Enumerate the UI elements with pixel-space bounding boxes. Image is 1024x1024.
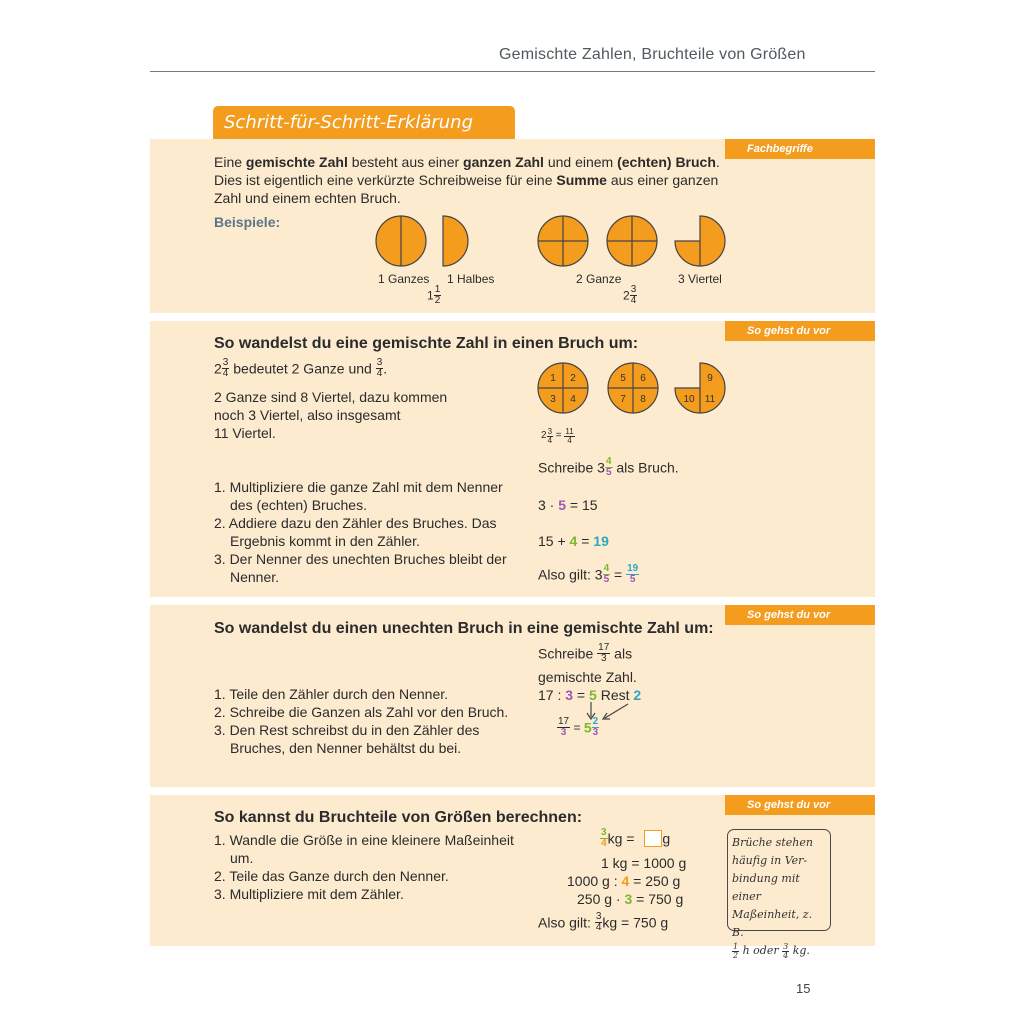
circle-half [443, 216, 468, 266]
text: 11 Viertel. [214, 425, 276, 441]
numerator: 3 [601, 827, 607, 838]
example-prompt [538, 643, 632, 664]
text: noch 3 Viertel, also insgesamt [214, 407, 401, 423]
numerator: 3 [783, 941, 789, 951]
equation-two-three-quarters [541, 427, 575, 446]
step-item: 1. Multipliziere die ganze Zahl mit dem Nenner des (echten) Bruches. [214, 479, 503, 513]
text: 17 : [538, 687, 566, 703]
steps-list [214, 685, 514, 757]
handwritten-note [727, 829, 831, 960]
text: 1000 g : [567, 873, 622, 889]
section-title-mixed-to-fraction: So wandelst du eine gemischte Zahl in einen Bruch um: [214, 335, 639, 352]
whole: 2 [214, 360, 222, 377]
text: Zahl und einem echten Bruch. [214, 190, 401, 206]
denominator: 4 [601, 838, 607, 849]
tag-how-to: So gehst du vor [725, 321, 875, 341]
step-item: 3. Der Nenner des unechten Bruches bleibt der Nenner. [214, 551, 507, 585]
calc-add [538, 532, 609, 550]
denominator: 2 [733, 950, 739, 960]
divisor-highlight: 3 [565, 687, 574, 703]
text: Eine [214, 154, 246, 170]
text: = 750 g [632, 891, 684, 907]
denominator: 3 [560, 727, 567, 738]
circle-num: 7 [620, 394, 626, 405]
text: = [573, 687, 590, 703]
text: = [577, 533, 594, 549]
note-line: häufig in Ver- [732, 854, 808, 867]
fraction [592, 717, 600, 738]
circle-num: 8 [640, 394, 646, 405]
text: . [383, 360, 388, 377]
denominator: 5 [603, 574, 610, 585]
step-item: 1. Teile den Zähler durch den Nenner. [214, 686, 449, 702]
unit: g [662, 830, 671, 847]
note-line: bindung mit einer [732, 872, 800, 903]
step-item: 2. Teile das Ganze durch den Nenner. [214, 868, 449, 884]
denominator: 4 [376, 368, 383, 379]
text: Also gilt: 3 [538, 566, 603, 583]
answer-box[interactable] [644, 830, 662, 847]
step-item: 3. Den Rest schreibst du in den Zähler des Bruches, den Nenner behältst du bei. [214, 722, 480, 756]
denominator-highlight: 5 [558, 497, 567, 513]
denominator-highlight: 4 [621, 873, 630, 889]
circle-num: 5 [620, 373, 626, 384]
numerator: 4 [605, 456, 612, 467]
equals: = [614, 566, 623, 583]
circle-whole-quartered [538, 216, 588, 266]
text: als [614, 645, 633, 662]
text: Rest [596, 687, 634, 703]
fraction [547, 428, 553, 445]
section-title-fraction-of-quantity: So kannst du Bruchteile von Größen berechnen: [214, 809, 583, 826]
text: als Bruch. [616, 459, 679, 476]
circle-whole-quartered [607, 216, 657, 266]
circle-whole [376, 216, 426, 266]
fraction [434, 285, 442, 306]
whole: 2 [541, 430, 547, 441]
tag-how-to: So gehst du vor [725, 605, 875, 625]
text: 15 + [538, 533, 570, 549]
fraction [597, 643, 610, 664]
example-circles [370, 210, 730, 270]
mixed-number-one-half [427, 285, 441, 306]
steps-list [214, 478, 514, 586]
numerator: 17 [558, 716, 570, 727]
denominator: 5 [629, 574, 636, 585]
label-one-half: 1 Halbes [447, 272, 495, 286]
whole: 1 [427, 288, 434, 303]
numerator: 3 [595, 911, 602, 922]
text: = 250 g [629, 873, 681, 889]
term-whole-number: ganzen Zahl [463, 154, 544, 170]
step-item: 2. Addiere dazu den Zähler des Bruches. Das Ergebnis kommt in den Zähler. [214, 515, 497, 549]
fraction [732, 943, 739, 960]
circle-num: 2 [570, 373, 576, 384]
calc-multiply [538, 496, 598, 514]
step-by-step-badge: Schritt-für-Schritt-Erklärung [213, 106, 515, 139]
whole: 5 [583, 719, 592, 736]
label-one-whole: 1 Ganzes [378, 272, 430, 286]
circle-num: 9 [707, 373, 713, 384]
quantity-row-3 [567, 872, 680, 890]
numerator: 11 [565, 426, 574, 436]
example-prompt [538, 457, 679, 478]
header-rule [150, 71, 875, 72]
term-sum: Summe [556, 172, 607, 188]
text: bedeutet 2 Ganze und [233, 360, 372, 377]
numerator: 4 [603, 563, 610, 574]
example-prompt-line2: gemischte Zahl. [538, 669, 637, 685]
fraction [600, 828, 608, 849]
result-line [557, 717, 599, 738]
text: kg. [792, 944, 810, 957]
text: = 15 [566, 497, 598, 513]
whole: 2 [623, 288, 630, 303]
text: besteht aus einer [347, 154, 464, 170]
result-highlight: 19 [593, 533, 609, 549]
denominator: 5 [605, 467, 612, 478]
numerator: 3 [630, 284, 637, 295]
circle-three-quarters [675, 216, 725, 266]
numerator: 2 [592, 716, 599, 727]
denominator: 4 [567, 435, 572, 445]
fraction [557, 717, 570, 738]
quantity-row-4 [577, 890, 683, 908]
denominator: 4 [595, 922, 602, 933]
step-item: 3. Multipliziere mit dem Zähler. [214, 886, 404, 902]
numerator: 17 [598, 642, 610, 653]
circle-num: 10 [683, 394, 695, 405]
denominator: 3 [600, 653, 607, 664]
numerator: 3 [547, 426, 553, 436]
numerator: 1 [434, 284, 441, 295]
numerator-highlight: 4 [569, 533, 578, 549]
quantity-row-1 [600, 828, 670, 849]
note-line: Brüche stehen [732, 836, 813, 849]
section-title-improper-to-mixed: So wandelst du einen unechten Bruch in eine gemischte Zahl um: [214, 620, 714, 637]
intro-line [214, 358, 387, 379]
denominator: 4 [783, 950, 789, 960]
fraction [222, 358, 230, 379]
label-three-quarters: 3 Viertel [678, 272, 722, 286]
numerator-highlight: 3 [624, 891, 633, 907]
page-header-title: Gemischte Zahlen, Bruchteile von Größen [499, 46, 806, 63]
equals: = [573, 720, 581, 735]
note-line: Maßeinheit, z. B. [732, 908, 813, 939]
text: aus einer ganzen [606, 172, 719, 188]
text: kg = [607, 830, 635, 847]
fraction [782, 943, 789, 960]
text: Also gilt: [538, 914, 591, 931]
quantity-result [538, 912, 668, 933]
text: und einem [543, 154, 618, 170]
note-line [732, 942, 826, 960]
circle-num: 11 [704, 394, 716, 405]
text: Schreibe 3 [538, 459, 605, 476]
denominator: 4 [547, 435, 553, 445]
text: 250 g · [577, 891, 625, 907]
numerator: 3 [376, 357, 383, 368]
examples-label: Beispiele: [214, 214, 281, 230]
numerator: 19 [627, 563, 639, 574]
quantity-row-2: 1 kg = 1000 g [601, 855, 687, 871]
text: Dies ist eigentlich eine verkürzte Schreibweise für eine [214, 172, 557, 188]
result-line [538, 564, 639, 585]
text: 3 · [538, 497, 559, 513]
step-item: 2. Schreibe die Ganzen als Zahl vor den Bruch. [214, 704, 509, 720]
term-fraction: (echten) Bruch [617, 154, 716, 170]
denominator: 3 [592, 727, 599, 738]
fraction [605, 457, 613, 478]
remainder-highlight: 2 [633, 687, 642, 703]
quotient-highlight: 5 [589, 687, 597, 703]
circle-num: 4 [570, 394, 576, 405]
circle-num: 1 [550, 373, 556, 384]
label-two-wholes: 2 Ganze [576, 272, 622, 286]
steps-list [214, 831, 514, 903]
tag-how-to: So gehst du vor [725, 795, 875, 815]
equals: = [555, 430, 562, 441]
text: h oder [742, 944, 779, 957]
fraction [603, 564, 611, 585]
mixed-number-two-three-quarters [623, 285, 637, 306]
explanation-paragraph [214, 388, 447, 442]
tag-terms: Fachbegriffe [725, 139, 875, 159]
term-mixed-number: gemischte Zahl [245, 154, 348, 170]
definition-text [214, 153, 729, 207]
step-item: 1. Wandle die Größe in eine kleinere Maßeinheit um. [214, 832, 514, 866]
text: . [715, 154, 720, 170]
text: 2 Ganze sind 8 Viertel, dazu kommen [214, 389, 448, 405]
fraction [630, 285, 638, 306]
numerator: 1 [733, 941, 739, 951]
fraction [564, 428, 574, 445]
text: kg = 750 g [602, 914, 669, 931]
circle-num: 3 [550, 394, 556, 405]
numerator: 3 [222, 357, 229, 368]
fraction [626, 564, 639, 585]
denominator: 2 [434, 295, 441, 306]
numbered-circles [535, 360, 735, 420]
text: Schreibe [538, 645, 594, 662]
page-number: 15 [796, 981, 811, 996]
denominator: 4 [222, 368, 229, 379]
denominator: 4 [630, 295, 637, 306]
circle-num: 6 [640, 373, 646, 384]
